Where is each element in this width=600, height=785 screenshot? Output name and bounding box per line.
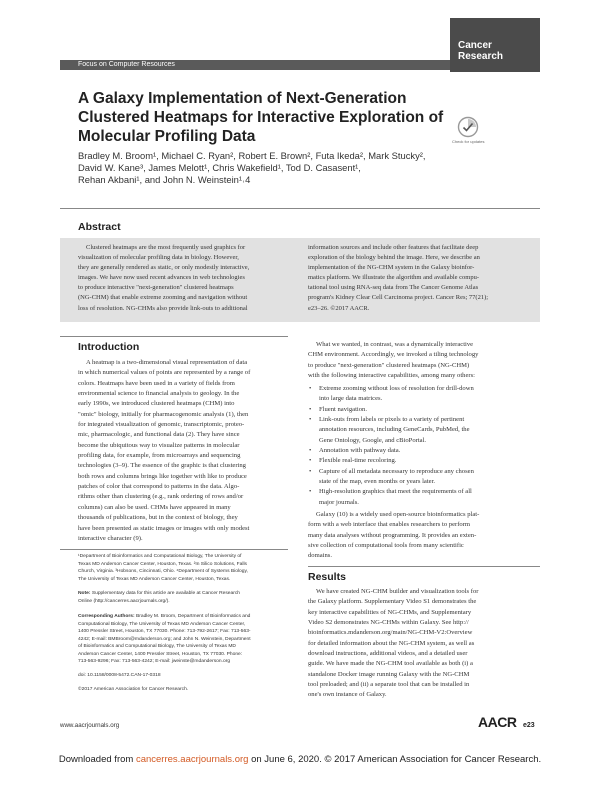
page-number: e23 <box>523 722 535 729</box>
list-item <box>308 405 533 415</box>
abstract-line: information sources and include other features that facilitate deep <box>308 244 479 251</box>
text-line: interactive character (9). <box>78 534 143 542</box>
text-line: both rows and columns brings like together with like to produce <box>78 472 247 480</box>
author-line: Bradley M. Broom¹, Michael C. Ryan², Robert E. Brown², Futa Ikeda², Mark Stucky², <box>78 150 426 161</box>
text-line: download instructions, additional videos, and a detailed user <box>308 650 468 658</box>
footnote-line: 1400 Pressler Street, Houston, TX 77030. Phone: 713-792-2617; Fax: 713-563- <box>78 629 251 634</box>
list-item-line: • Fluent navigation. <box>319 405 367 413</box>
text-line: have been presented as static images or images with only modest <box>78 524 250 532</box>
text-line: CHM environment. Accordingly, we invoked a tiling technology <box>308 351 479 359</box>
corresponding-label: Corresponding Authors: <box>78 614 135 619</box>
list-item-line: major journals. <box>319 498 359 506</box>
footnote-line: Computational Biology, The University of Texas MD Anderson Cancer Center, <box>78 621 246 627</box>
text-line: patches of color that correspond to patterns in the data. Algo- <box>78 483 240 491</box>
footnote-line: Church, Virginia. ³Hobsons, Cincinnati, Ohio. ⁴Department of Systems Biology, <box>78 569 248 574</box>
list-item <box>308 415 533 446</box>
text-line: bioinformatics.mdanderson.org/main/NG-CHM-V2:Overview <box>308 629 473 637</box>
note-label: Note: <box>78 591 91 596</box>
text-line: key interactive capabilities of NG-CHMs, and Supplementary <box>308 608 472 616</box>
text-line: columns) can also be used. CHMs have appeared in many <box>78 503 231 511</box>
text-line: form with a web interface that enables researchers to perform <box>308 521 471 529</box>
footnote-line: Online (http://cancerres.aacrjournals.org/). <box>78 598 170 604</box>
list-item-line: Gene Ontology, Google, and cBioPortal. <box>319 436 427 444</box>
author-line: David W. Kane³, James Melott¹, Chris Wakefield¹, Tod D. Casasent¹, <box>78 162 361 173</box>
journal-name: Cancer Research <box>458 40 504 62</box>
text-line: for detailed information about the NG-CHM system, as well as <box>308 639 475 647</box>
text-line: Video S2 demonstrates NG-CHMs within Galaxy. See http:// <box>308 619 469 627</box>
text-line: domains. <box>308 552 332 560</box>
footnote-line: ¹Department of Bioinformatics and Computational Biology, The University of <box>78 554 242 559</box>
divider <box>60 336 288 337</box>
list-item-line: • Link-outs from labels or pixels to a variety of pertinent <box>319 416 465 424</box>
galaxy-paragraph <box>308 510 533 562</box>
abstract-line: e23–26. ©2017 AACR. <box>308 304 370 312</box>
abstract-line: visualization of molecular profiling data in biology. However, <box>78 254 239 262</box>
footnote-text: Bradley M. Broom, Department of Bioinformatics and <box>134 614 251 619</box>
abstract-line: loss of resolution. NG-CHMs also provide link-outs to additional <box>78 304 248 312</box>
download-notice <box>0 754 600 765</box>
list-item <box>308 467 533 488</box>
text-line: rithms other than clustering (e.g., rank ordering of rows and/or <box>78 493 244 501</box>
doi[interactable]: doi: 10.1158/0008-5472.CAN-17-0318 <box>78 673 161 678</box>
text-line: We have created NG-CHM builder and visualization tools for <box>316 588 479 595</box>
text-line: thousands of publications, but in the context of biology, they <box>78 514 238 522</box>
footnote-line: 4242; E-mail: BMBroom@mdanderson.org; and John N. Weinstein, Department <box>78 636 251 642</box>
author-list <box>78 150 478 186</box>
footnote-line: Anderson Cancer Center, 1400 Pressler Street, Houston, TX 77030. Phone: <box>78 651 243 657</box>
text-line: become the ubiquitous way to visualize patterns in molecular <box>78 441 240 449</box>
list-item-line: state of the map, even months or years later. <box>319 478 436 486</box>
list-item-line: into large data matrices. <box>319 395 383 403</box>
supplementary-note <box>78 590 293 605</box>
divider <box>60 208 540 209</box>
abstract-line: exploration of the biology behind the image. Here, we describe an <box>308 254 480 262</box>
list-item <box>308 446 533 456</box>
results-text <box>308 587 533 701</box>
abstract-line: program's Kidney Clear Cell Carcinoma project. Cancer Res; 77(21); <box>308 294 489 302</box>
text-line: with the following interactive capabilities, among many others: <box>308 372 475 380</box>
list-item-line: annotation resources, including GeneCards, PubMed, the <box>319 426 470 434</box>
text-line: "omic" biology, initially for pharmacogenomic analysis (1), then <box>78 410 249 418</box>
article-title: A Galaxy Implementation of Next-Generation Clustered Heatmaps for Interactive Exploration of Molecular Profiling Data <box>78 90 444 145</box>
list-item-line: • Capture of all metadata necessary to reproduce any chosen <box>319 467 474 475</box>
footnote-text: Supplementary data for this article are available at Cancer Research <box>90 591 241 596</box>
section-category: Focus on Computer Resources <box>78 61 175 68</box>
text-line: profiling data, for example, from microarrays and sequencing <box>78 452 241 460</box>
text-line: environmental science to financial analysis to geology. In the <box>78 390 240 398</box>
section-category-bar <box>60 60 450 70</box>
abstract-line: implementation of the NG-CHM system in the Galaxy bioinfor- <box>308 264 475 272</box>
right-intro-text <box>308 340 533 381</box>
text-line: in which numerical values of points are represented by a range of <box>78 369 251 377</box>
text-line: one's own instance of Galaxy. <box>308 691 387 699</box>
text-line: technologies (3–9). The essence of the graphic is that clustering <box>78 462 246 470</box>
divider <box>60 549 288 550</box>
abstract-line: they are generally rendered as static, or only modestly interactive, <box>78 264 250 272</box>
text-line: guide. We have made the NG-CHM tool available as both (i) a <box>308 660 473 668</box>
list-item <box>308 456 533 466</box>
introduction-text <box>78 358 288 544</box>
divider <box>308 566 540 567</box>
text-line: to produce "next-generation" clustered heatmaps (NG-CHM) <box>308 361 470 369</box>
abstract-line: matics platform. We illustrate the algorithm and available compu- <box>308 274 480 282</box>
footnote-line: Texas MD Anderson Cancer Center, Houston, Texas. ²In Silico Solutions, Falls <box>78 561 247 567</box>
text-line: many data analyses without programming. It provides an exten- <box>308 531 477 539</box>
text-line: Galaxy (10) is a widely used open-source bioinformatics plat- <box>316 511 480 518</box>
list-item-line: • High-resolution graphics that meet the requirements of all <box>319 488 472 496</box>
text-line: colors. Heatmaps have been used in a variety of fields from <box>78 379 235 387</box>
abstract-heading: Abstract <box>78 221 121 233</box>
journal-site-link[interactable]: cancerres.aacrjournals.org <box>135 754 249 765</box>
list-item-line: • Annotation with pathway data. <box>319 447 401 455</box>
text-line: tool preloaded; and (ii) a separate tool that can be installed in <box>308 681 470 689</box>
abstract-line: to produce interactive "next-generation" clustered heatmaps <box>78 284 234 292</box>
download-prefix: Downloaded from <box>58 754 136 765</box>
check-for-updates-label: Check for updates <box>452 139 485 144</box>
download-suffix: on June 6, 2020. © 2017 American Association for Cancer Research. <box>248 754 542 765</box>
text-line: A heatmap is a two-dimensional visual representation of data <box>86 359 248 366</box>
abstract-right-column <box>308 243 533 314</box>
abstract-line: (NG-CHM) that enable extreme zooming and navigation without <box>78 294 248 302</box>
text-line: early 1990s, we introduced clustered heatmaps (CHM) into <box>78 400 235 408</box>
abstract-line: tational tool using RNA-seq data from The Cancer Genome Atlas <box>308 284 479 292</box>
corresponding-authors <box>78 613 293 666</box>
list-item-line: • Extreme zooming without loss of resolution for drill-down <box>319 385 474 392</box>
abstract-left-column <box>78 243 296 314</box>
capabilities-list <box>308 384 533 508</box>
text-line: standalone Docker image running Galaxy with the NG-CHM <box>308 670 470 678</box>
footnote-line: The University of Texas MD Anderson Cancer Center, Houston, Texas. <box>78 576 231 582</box>
journal-tab <box>450 18 540 72</box>
list-item <box>308 487 533 508</box>
list-item <box>308 384 533 405</box>
results-heading: Results <box>308 571 346 583</box>
copyright: ©2017 American Association for Cancer Research. <box>78 687 189 692</box>
affiliations-footnote <box>78 553 293 583</box>
text-line: What we wanted, in contrast, was a dynamically interactive <box>316 341 474 348</box>
abstract-line: images. We have now used recent advances in web technologies <box>78 274 245 282</box>
check-for-updates-icon[interactable] <box>457 116 479 138</box>
text-line: for integrated visualization of genomic, transcriptomic, proteo- <box>78 421 245 429</box>
text-line: sive collection of computational tools from many scientific <box>308 542 464 550</box>
journal-url[interactable]: www.aacrjournals.org <box>60 722 120 729</box>
introduction-heading: Introduction <box>78 341 140 353</box>
abstract-line: Clustered heatmaps are the most frequently used graphics for <box>86 244 246 251</box>
footnote-line: 713-563-9296; Fax: 713-563-4242; E-mail: jweinste@mdanderson.org <box>78 659 231 664</box>
author-line: Rehan Akbani¹, and John N. Weinstein¹˒4 <box>78 174 251 185</box>
text-line: mic, pharmacologic, and functional data (2). They have since <box>78 431 240 439</box>
aacr-logo: AACR <box>478 714 517 730</box>
text-line: the Galaxy platform. Supplementary Video S1 demonstrates the <box>308 598 477 606</box>
footnote-line: of Bioinformatics and Computational Biology, The University of Texas MD <box>78 644 236 649</box>
list-item-line: • Flexible real-time recoloring. <box>319 457 397 465</box>
